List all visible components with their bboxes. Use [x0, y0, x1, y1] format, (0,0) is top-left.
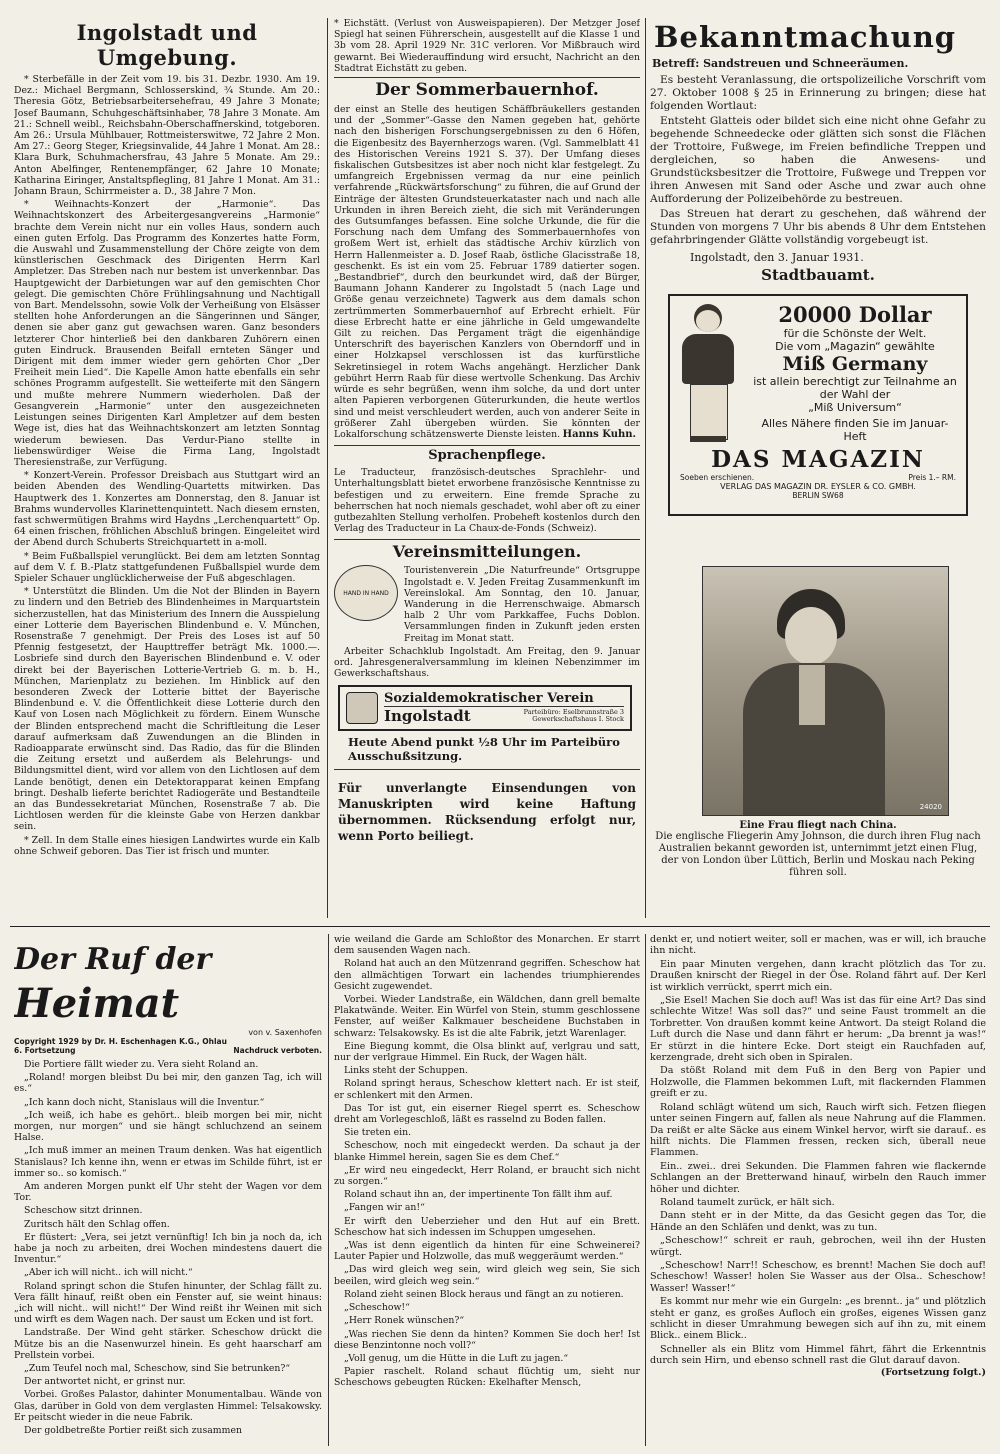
serial-para: Der goldbetreßte Portier reißt sich zusammen [24, 1425, 242, 1437]
serial-author: von v. Saxenhofen [248, 1028, 322, 1037]
serial-para: Roland springt heraus, Scheschow klettert nach. Er ist steif, er schlenkert mit den Armen. [334, 1078, 640, 1101]
notices-column [650, 18, 986, 918]
serial-para: Landstraße. Der Wind geht stärker. Scheschow drückt die Mütze bis an die Nasenwurzel hinein. Es geht haarscharf am Prellstein vorbei. [14, 1327, 322, 1361]
ad-headline: 20000 Dollar [778, 302, 932, 327]
article-schachklub: Arbeiter Schachklub Ingolstadt. Am Freitag, den 9. Januar ord. Jahresgeneralversammlung im kleinen Nebenzimmer im Gewerkschaftshaus. [334, 645, 640, 680]
serial-para: Dann steht er in der Mitte, da das Gesicht gegen das Tor, die Hände an den Schläfen und denkt, was zu tun. [650, 1210, 986, 1233]
article-blind: * Unterstützt die Blinden. Um die Not der Blinden in Bayern zu lindern und den Betrieb des Blindenheimes in Marquartstein sicherzustellen, hat das Ministerium des Innern die Ausspielung einer Lotterie dem Bayerischen Blindenbund e. V. München, Rosenstraße 7 genehmigt. Der Preis des Loses ist auf 50 Pfennig festgesetzt, der Haupttreffer beträgt Mk. 1000.—. Losbriefe sind durch den Bayerischen Blindenbund e. V. oder direkt bei der Bayerischen Lotterie-Vertrieb G. m. b. H., München, Marienplatz zu beziehen. Im Hinblick auf den besonderen Zweck der Lotterie bittet der Bayerische Blindenbund e. V. die Öffentlichkeit diese Lotterie durch den Kauf von Losen nach Möglichkeit zu fördern. Einem Wunsche der Blinden entsprechend macht die Schriftleitung die Leser darauf aufmerksam daß Zuwendungen an die Blinden in Radioapparate erwünscht sind. Das Radio, das für die Blinden die Zeitung ersetzt und außerdem als Belehrungs- und Bildungsmittel dient, wird vor allem von den Lichtlosen auf dem Lande benötigt, denen ein Detektorapparat keinen Empfang bringt. Deshalb lieferte berichtet Radiogeräte und Bestandteile an das Bundessekretariat München, Rosenstraße 7 ab. Die Lichtlosen werden für die kleinste Gabe von Herzen dankbar sein. [14, 586, 320, 833]
serial-para: „Was ist denn eigentlich da hinten für eine Schweinerei? Lauter Papier und Holzwolle, das muß weggeräumt werden.“ [334, 1240, 640, 1263]
serial-logo-b: Heimat [14, 980, 180, 1027]
serial-para: „Fangen wir an!“ [344, 1202, 425, 1214]
serial-logo [14, 940, 322, 1032]
serial-para: „Voll genug, um die Hütte in die Luft zu jagen.“ [344, 1352, 569, 1364]
ad-line1: für die Schönste der Welt. [783, 327, 927, 340]
serial-para: „Ich muß immer an meinen Traum denken. Was hat eigentlich Stanislaus? Ich kenne ihn, wenn er etwas im Schilde führt, ist er immer so.. so komisch.“ [14, 1145, 322, 1179]
serial-para: Scheschow, noch mit eingedeckt werden. Da schaut ja der blanke Himmel herein, sagen Sie es dem Chef.“ [334, 1140, 640, 1163]
notice-date: Ingolstadt, den 3. Januar 1931. [690, 251, 864, 264]
serial-para: „Ich weiß, ich habe es gehört.. bleib morgen bei mir, nicht morgen, nur morgen“ und sie hängt schluchzend an seinem Halse. [14, 1109, 322, 1144]
serial-para: „Er wird neu eingedeckt, Herr Roland, er braucht sich nicht zu sorgen.“ [334, 1164, 640, 1188]
article-football: * Beim Fußballspiel verunglückt. Bei dem am letzten Sonntag auf dem V. f. B.-Platz stattgefundenen Fußballspiel wurde dem Spieler Schauer unglücklicherweise der Fuß abgeschlagen. [14, 550, 320, 584]
serial-para: Er wirft den Ueberzieher und den Hut auf ein Brett. Scheschow hat sich indessen im Schuppen umgesehen. [334, 1215, 640, 1238]
serial-column-2 [334, 934, 640, 1446]
section-title-ingolstadt: Ingolstadt und Umgebung. [76, 20, 258, 70]
serial-logo-a: Der Ruf der [14, 942, 212, 977]
ad-line5: Alles Nähere finden Sie im Januar-Heft [761, 417, 949, 443]
regional-column [334, 18, 640, 918]
divider [334, 769, 640, 770]
article-zell: * Zell. In dem Stalle eines hiesigen Landwirtes wurde ein Kalb ohne Schweif geboren. Das Tier ist frisch und munter. [14, 834, 320, 857]
article-deaths: * Sterbefälle in der Zeit vom 19. bis 31. Dezbr. 1930. Am 19. Dez.: Michael Bergmann, Schlosserskind, ¾ Stunde. Am 20.: Theresia Götz, Betriebsarbeitersehefrau, 49 Jahre 3 Monate; Josef Baumann, Schuhgeschäftsinhaber, 78 Jahre 3 Monate. Am 21.: Schnell weibl., Reichsbahn-Oberschaffnerskind, totgeboren. Am 26.: Ursula Mühlbauer, Rottmeisterswitwe, 72 Jahre 2 Mon. Am 27.: Georg Steger, Kriegsinvalide, 44 Jahre 1 Monat. Am 28.: Klara Burk, Schuhmachersfrau, 43 Jahre 5 Monate. Am 29.: Anton Abelfinger, Rentenempfänger, 62 Jahre 10 Monate; Katharina Eiringer, Anstaltspflegling, 81 Jahre 1 Monat. Am 31.: Johann Braun, Schirrmeister a. D., 38 Jahre 7 Mon. [14, 74, 320, 198]
article-eichstaett: * Eichstätt. (Verlust von Ausweispapieren). Der Metzger Josef Spiegl hat seinen Führerschein, ausgestellt auf die Klasse 1 und 3b vom 28. April 1929 Nr. 31C verloren. Vor Mißbrauch wird gewarnt. Bei Wiederauffindung wird ersucht, Nachricht an den Stadtrat Eichstätt zu geben. [334, 18, 640, 74]
notice-title: Bekanntmachung [654, 20, 957, 54]
spd-meeting-notice: Heute Abend punkt ½8 Uhr im Parteibüro Ausschußsitzung. [348, 735, 620, 764]
column-divider [645, 18, 646, 918]
serial-para: „Scheschow! Narr!! Scheschow, es brennt! Machen Sie doch auf! Scheschow! Wasser! holen Sie Wasser aus der Olsa.. Scheschow! Wasser! Wasser!“ [650, 1259, 986, 1294]
notice-office: Stadtbauamt. [761, 266, 875, 284]
serial-para: Es kommt nur mehr wie ein Gurgeln: „es brennt.. ja“ und plötzlich steht er ganz, es großes Aufloch ein großes, eigenes Wissen ganz schlicht in dieser Umrahmung bewegen sich auf ihn zu, mit einem Blick.. einem Blick.. [650, 1296, 986, 1342]
article-concert-club: * Konzert-Verein. Professor Dreisbach aus Stuttgart wird an beiden Abenden des Wendling-Quartetts mitwirken. Das Hauptwerk des 1. Konzertes am Donnerstag, den 8. Januar ist Brahms wundervolles Klarinettenquintett. Nach diesem ernsten, fast schwermütigen Brahms wird Haydns „Lerchenquartett“ Op. 64 einen frischen, fröhlichen Abschluß bringen. Eingeleitet wird der Abend durch Schuberts Streichquartett in a-moll. [14, 470, 320, 549]
spd-ad-line1: Sozialdemokratischer Verein [384, 691, 624, 707]
ad-magazine-name: DAS MAGAZIN [711, 446, 925, 473]
serial-para: „Was riechen Sie denn da hinten? Kommen Sie doch her! Ist diese Benzintonne noch voll?“ [334, 1328, 640, 1351]
serial-para: Papier raschelt. Roland schaut flüchtig um, sieht nur Scheschows gebeugten Rücken: Ekelhafter Mensch, [334, 1366, 640, 1389]
serial-copyright: Copyright 1929 by Dr. H. Eschenhagen K.G., Ohlau [14, 1037, 227, 1046]
serial-para: Roland schaut ihn an, der impertinente Ton fällt ihm auf. [344, 1189, 613, 1201]
column-divider [328, 934, 329, 1446]
photo-amy-johnson [702, 566, 949, 816]
serial-para: „Das wird gleich weg sein, wird gleich weg sein, Sie sich beeilen, wird gleich weg sein.“ [334, 1264, 640, 1287]
ad-line2: Die vom „Magazin“ gewählte [775, 340, 935, 353]
notice-p3: Das Streuen hat derart zu geschehen, daß während der Stunden von morgens 7 Uhr bis abends 8 Uhr dem Entstehen gefahrbringender Glätte vollständig vorgebeugt ist. [650, 208, 986, 246]
divider [334, 539, 640, 540]
serial-para: wie weiland die Garde am Schloßtor des Monarchen. Er starrt dem sausenden Wagen nach. [334, 934, 640, 957]
serial-para: „Scheschow!“ [344, 1302, 410, 1314]
emblem-text: HAND IN HAND [343, 589, 389, 597]
serial-para: Sie treten ein. [344, 1127, 412, 1139]
naturfreunde-emblem [334, 565, 398, 621]
serial-installment: 6. Fortsetzung [14, 1046, 76, 1055]
serial-para: Die Portiere fällt wieder zu. Vera sieht Roland an. [24, 1059, 259, 1070]
ad-line3: ist allein berechtigt zur Teilnahme an der Wahl der [753, 375, 957, 401]
page-section-rule [10, 926, 990, 927]
serial-para: denkt er, und notiert weiter, soll er machen, was er will, ich brauche ihn nicht. [650, 934, 986, 957]
spd-emblem-icon [346, 692, 378, 724]
serial-para: „Ich kann doch nicht, Stanislaus will die Inventur.“ [24, 1096, 265, 1108]
serial-para: Roland springt schon die Stufen hinunter, der Schlag fällt zu. Vera fällt hinauf, reißt oben ein Fenster auf, sie weint hinaus: „ich will nicht.. will nicht!“ Der Wind reißt ihr Weinen mit sich und wirft es dem Wagen nach. Der saust um Ecken und ist fort. [14, 1280, 322, 1326]
serial-para: Der antwortet nicht, er grinst nur. [24, 1376, 186, 1388]
serial-para: „Scheschow!“ schreit er rauh, gebrochen, weil ihn der Husten würgt. [650, 1235, 986, 1258]
section-title-sommerbauernhof: Der Sommerbauernhof. [375, 80, 599, 101]
column-divider [645, 934, 646, 1446]
section-title-sprachenpflege: Sprachenpflege. [428, 448, 546, 464]
serial-para: „Sie Esel! Machen Sie doch auf! Was ist das für eine Art? Das sind schlechte Witze! Was soll das?“ und seine Faust trommelt an die Torbretter. Von draußen kommt keine Antwort. Da steigt Roland die Luft durch die Nase und dann fährt er herum: „Da brennt ja was!“ Er stürzt in die hintere Ecke. Dort steigt ein Rauchfaden auf, kerzengrade, dreht sich oben in Spiralen. [650, 995, 986, 1064]
serial-para: Zuritsch hält den Schlag offen. [24, 1218, 170, 1230]
magazin-ad [668, 294, 968, 516]
article-sommerbauernhof: der einst an Stelle des heutigen Schäffbräukellers gestanden und der „Sommer“-Gasse den Namen gegeben hat, gehörte nach den bisherigen Forschungsergebnissen zu den 6 Höfen, die Eigenbesitz des Bayernherzogs waren. (Vgl. Sammelblatt 41 des Historischen Vereins 1921 S. 37). Der Umfang dieses fiskalischen Gutsbesitzes ist aber noch nicht klar festgelegt. Zu umfangreich Ergebnissen vermag da nur eine peinlich verfahrende „Rückwärtsforschung“ zu führen, die auf Grund der Einträge der ältesten Grundsteuerkataster nach und nach alle Urkunden in ihren Bereich zieht, die sich mit Veränderungen des Gutsumfanges befassen. Eine solche Urkunde, die für die Forschung nach dem Umfang des Sommerbauernhofes von großem Wert ist, erhielt das städtische Archiv kürzlich von Herrn Hallenmeister a. D. Josef Raab, östliche Glacisstraße 18, geschenkt. Es ist ein vom 25. Februar 1789 datierter sogen. „Bestandbrief“, durch den beurkundet wird, daß der Bürger, Baumann Johann Kanderer zu Ingolstadt 5 (nach Lage und Größe genau verzeichnete) Tagwerk aus dem damals schon zertrümmerten Sommerbauernhof auf Erbrecht erhielt. Für diese Erbrecht hatte er eine jährliche in Geld umgewandelte Gilt zu reichen. Das Pergament trägt die eigenhändige Unterschrift des bayerischen Kanzlers von Oberndorff und in einer Holzkapsel verschlossen ist das kurfürstliche Sekretinsiegel in rotem Wachs angehängt. Herzlicher Dank gebührt Herrn Raab für diese wertvolle Schenkung. Das Archiv würde es sehr begrüßen, wenn ihm solche, da und dort unter alten Papieren verborgenen Güterurkunden, die heute wertlos sind und meist verschleudert werden, auch von anderer Seite in größerer Zahl übergeben würden. Sie könnten der Lokalforschung schätzenswerte Dienste leisten. [334, 104, 640, 440]
serial-para: Er flüstert: „Vera, sei jetzt vernünftig! Ich bin ja noch da, ich habe ja noch zu arbeiten, drei Wochen mindestens dauert die Inventur.“ [14, 1231, 322, 1266]
serial-para: Roland hat auch an den Mützenrand gegriffen. Scheschow hat den allmächtigen Torwart ein lachendes triumphierendes Gesicht zugewendet. [334, 958, 640, 992]
photo-caption-title: Eine Frau fliegt nach China. [739, 820, 897, 831]
photo-number: 24020 [919, 803, 942, 811]
serial-para: Vorbei. Wieder Landstraße, ein Wäldchen, dann grell bemalte Plakatwände. Weiter. Ein Würfel von Stein, stumm geschlossene Fenster, auf weißer Kalkmauer bescheidene Buchstaben in schwarz: Telsakowsky. Es ist die alte Fabrik, jetzt Warenlager. [334, 994, 640, 1039]
serial-column-1 [14, 934, 322, 1446]
spd-address: Parteibüro: Eselbrunnstraße 3 [523, 708, 624, 717]
serial-para: „Herr Ronek wünschen?“ [344, 1315, 465, 1327]
serial-para: „Zum Teufel noch mal, Scheschow, sind Sie betrunken?“ [24, 1363, 291, 1375]
spd-ad-box [338, 685, 632, 731]
notice-p1: Es besteht Veranlassung, die ortspolizeiliche Vorschrift vom 27. Oktober 1008 § 25 in Erinnerung zu bringen; diese hat folgenden Wortlaut: [650, 74, 986, 112]
serial-para: Eine Biegung kommt, die Olsa blinkt auf, verlgrau und satt, nur der verlgraue Himmel. Ein Ruck, der Wagen hält. [334, 1040, 640, 1064]
serial-para: Schneller als ein Blitz vom Himmel fährt, fährt die Erkenntnis durch sein Hirn, und ebenso schnell rast die Glut darauf davon. [650, 1343, 986, 1367]
serial-para: Roland zieht seinen Block heraus und fängt an zu notieren. [344, 1288, 624, 1300]
local-news-column [14, 18, 320, 916]
editorial-notice: Für unverlangte Einsendungen von Manuskripten wird keine Haftung übernommen. Rücksendung erfolgt nur, wenn Porto beiliegt. [338, 781, 636, 844]
serial-para: „Aber ich will nicht.. ich will nicht.“ [24, 1267, 193, 1279]
serial-para: Das Tor ist gut, ein eiserner Riegel sperrt es. Scheschow dreht am Vorlegeschloß, läßt es rasselnd zu Boden fallen. [334, 1102, 640, 1126]
serial-para: Links steht der Schuppen. [344, 1065, 468, 1077]
notice-p2: Entsteht Glatteis oder bildet sich eine nicht ohne Gefahr zu begehende Schneedecke oder glätten sich sonst die Flächen der Trottoire, Fußwege, im Freien befindliche Treppen und dergleichen, so haben die Anwesens- und Grundstücksbesitzer die Trottoire, Fußwege und Treppen vor ihren Anwesen mit Sand oder Asche und zwar auch ohne Aufforderung der Polizeibehörde zu bestreuen. [650, 115, 986, 205]
ad-published: Soeben erschienen. [680, 473, 755, 482]
serial-rights: Nachdruck verboten. [233, 1046, 322, 1055]
serial-para: Vorbei. Großes Palastor, dahinter Monumentalbau. Wände von Glas, darüber in Gold von dem verglasten Himmel: Telsakowsky. Er peitscht wieder in die neue Fabrik. [14, 1389, 322, 1423]
ad-city: BERLIN SW68 [792, 491, 844, 500]
serial-para: Ein.. zwei.. drei Sekunden. Die Flammen fahren wie flackernde Schlangen an der Bretterwand hinauf, wirbeln den Rauch immer höher und dichter. [650, 1160, 986, 1195]
article-christmas-concert: * Weihnachts-Konzert der „Harmonie“. Das Weihnachtskonzert des Arbeitergesangvereins „Harmonie“ brachte dem Verein nicht nur ein volles Haus, sondern auch einen guten Erfolg. Das Programm des Konzertes hatte Form, die Auswahl und Zusammenstellung der Chöre zeigte von dem künstlerischen Geschmack des Dirigenten Herrn Karl Ampletzer. Das Streben nach nur bestem ist unverkennbar. Das Hauptgewicht der Darbietungen war auf den gemischten Chor gelegt. Die gemischten Chöre Frühlingsahnung und Nachtigall von Bart. Mendelssohn, sowie Volk der Verheißung von Elsässer stellten hohe Anforderungen an die Sängerinnen und Sänger, denen sie aber ganz gut gewachsen waren. Ganz besonders letzterer Chor hinterließ bei den dankbaren Zuhörern einen guten Eindruck. Brausenden Beifall ernteten Sänger und Dirigent mit dem immer wieder gern gehörten Chor „Der Freiheit mein Lied“. Die Kapelle Amon hatte ebenfalls ein sehr schönes Programm aufgestellt. Sie wetteiferte mit den Sängern und mußte mehrere Nummern wiederholen. Daß der Gesangverein „Harmonie“ unter den ausgezeichneten Leistungen seines Dirigenten Karl Ampletzer auf dem besten Wege ist, dies hat das Weihnachtskonzert am letzten Sonntag wiederum bewiesen. Das Verdur-Piano stellte in liebenswürdiger Weise die Firma Lang, Ingolstadt Theresienstraße, zur Verfügung. [14, 199, 320, 468]
ad-name: Miß Germany [782, 353, 928, 375]
ad-publisher: VERLAG DAS MAGAZIN DR. EYSLER & CO. GMBH. [720, 482, 916, 491]
serial-para: Roland taumelt zurück, er hält sich. [660, 1196, 835, 1208]
divider [334, 77, 640, 78]
divider [334, 445, 640, 446]
author-signature: Hanns Kuhn. [562, 429, 636, 441]
serial-para: Da stößt Roland mit dem Fuß in den Berg von Papier und Holzwolle, die Flammen bekommen Luft, mit flackernden Flammen greift er zu. [650, 1065, 986, 1100]
serial-continued: (Fortsetzung folgt.) [880, 1366, 986, 1378]
article-naturfreunde: Touristenverein „Die Naturfreunde“ Ortsgruppe Ingolstadt e. V. Jeden Freitag Zusammenkunft im Vereinslokal. Am Sonntag, den 10. Januar, Wanderung in die Herrenschwaige. Abmarsch halb 2 Uhr vom Parkkaffee, Fuchs Doblon. Versammlungen finden in Zukunft jeden ersten Freitag im Monat statt. [404, 565, 640, 644]
ad-price: Preis 1.– RM. [908, 473, 956, 482]
section-title-vereinsmitteilungen: Vereinsmitteilungen. [392, 542, 582, 562]
notice-subject: Betreff: Sandstreuen und Schneeräumen. [652, 57, 909, 70]
photo-caption: Die englische Fliegerin Amy Johnson, die durch ihren Flug nach Australien bekannt geworden ist, unternimmt jetzt einen Flug, der von London über Lüttich, Berlin und Moskau nach Peking führen soll. [655, 831, 981, 878]
serial-para: „Roland! morgen bleibst Du bei mir, den ganzen Tag, ich will es.“ [14, 1072, 322, 1095]
serial-para: Scheschow sitzt drinnen. [24, 1205, 143, 1217]
serial-para: Am anderen Morgen punkt elf Uhr steht der Wagen vor dem Tor. [14, 1181, 322, 1204]
serial-para: Roland schlägt wütend um sich, Rauch wirft sich. Fetzen fliegen unter seinen Fingern auf, fallen als neue Nahrung auf die Flammen. Da reißt er alte Säcke aus einem Winkel hervor, wirft sie darauf.. es hilft nichts. Die Flammen fressen, recken sich, überall neue Flammen. [650, 1101, 986, 1159]
ad-illustration [676, 304, 740, 444]
spd-floor: Gewerkschaftshaus I. Stock [532, 715, 624, 724]
column-divider [327, 18, 328, 918]
naturfreunde-block [334, 565, 640, 645]
ad-line4: „Miß Universum“ [808, 401, 902, 414]
article-traducteur: Le Traducteur, französisch-deutsches Sprachlehr- und Unterhaltungsblatt bietet erworbene französische Kenntnisse zu befestigen und zu erweitern. Eine fremde Sprache zu beherrschen hat noch niemals geschadet, wohl aber oft zu einer gutbezahlten Stellung verholfen. Probeheft kostenlos durch den Verlag des Traducteur in La Chaux-de-Fonds (Schweiz). [334, 467, 640, 535]
serial-para: Ein paar Minuten vergehen, dann kracht plötzlich das Tor zu. Draußen knirscht der Riegel in der Öse. Roland fährt auf. Der Kerl ist wirklich verrückt, sperrt mich ein. [650, 958, 986, 993]
spd-ad-line2: Ingolstadt [384, 707, 471, 726]
serial-column-3 [650, 934, 986, 1446]
